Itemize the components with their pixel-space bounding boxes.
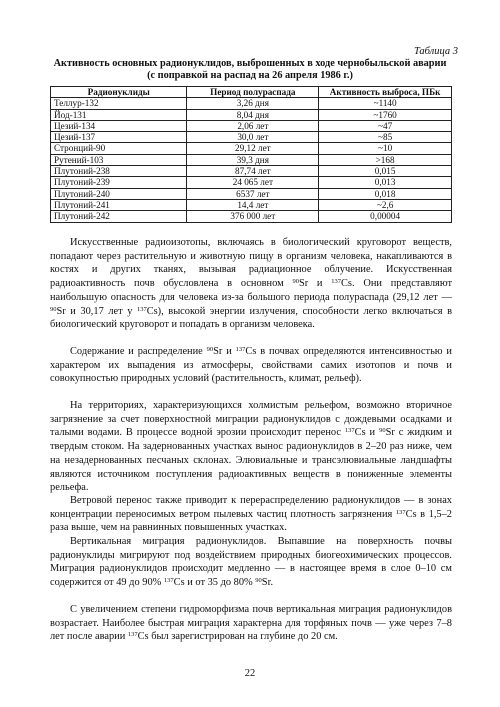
paragraph-5: Вертикальная миграция радионуклидов. Выпавшие на поверхность почвы радионуклиды мигрируют под воздействием природных биогеохимических процессов. Миграция радионуклидов происходит медленно — в настоящее время в слое 0–10 см содержится от 49 до 90% $^{137}$Cs и от 35 до 80% $^{90}$Sr. [50,536,452,589]
cell-radionuclide: Рутений-103 [51,154,187,165]
cell-activity: ~1760 [319,109,452,120]
table-row [51,143,452,154]
cell-radionuclide: Теллур-132 [51,98,187,109]
radionuclide-table [50,86,452,223]
table-row [51,109,452,120]
table-row [51,166,452,177]
cell-half-life: 8,04 дня [187,109,319,120]
table-row [51,132,452,143]
cell-activity: ~1140 [319,98,452,109]
table-row [51,154,452,165]
cell-half-life: 29,12 лет [187,143,319,154]
cell-half-life: 14,4 лет [187,199,319,210]
cell-half-life: 87,74 лет [187,166,319,177]
cell-radionuclide: Плутоний-240 [51,188,187,199]
cell-radionuclide: Цезий-137 [51,132,187,143]
table-title-line-1: Активность основных радионуклидов, выброшенных в ходе чернобыльской аварии [53,58,447,69]
page-number: 22 [244,668,256,679]
cell-activity: 0,00004 [319,211,452,222]
table-row [51,120,452,131]
header-radionuclides: Радионуклиды [51,87,187,98]
paragraph-3: На территориях, характеризующихся холмистым рельефом, возможно вторичное загрязнение за счет поверхностной миграции радионуклидов с дождевыми осадками и талыми водами. В процессе водной эрозии происходит перенос $^{137}$Cs и $^{90}$Sr с жидким и твердым стоком. На задернованных участках вынос радионуклидов в 2–20 раз ниже, чем на незадернованных песчаных склонах. Элювиальные и трансэлювиальные ландшафты являются источником поступления радиоактивных веществ в пониженные элементы рельефа. [50,400,452,494]
cell-activity: 0,018 [319,188,452,199]
cell-activity: 0,013 [319,177,452,188]
table-row [51,199,452,210]
cell-half-life: 30,0 лет [187,132,319,143]
cell-activity: ~85 [319,132,452,143]
table-row [51,188,452,199]
table-title-line-2: (с поправкой на распад на 26 апреля 1986 г.) [147,70,353,81]
header-half-life: Период полураспада [187,87,319,98]
cell-activity: >168 [319,154,452,165]
table-header-row [51,87,452,98]
cell-half-life: 376 000 лет [187,211,319,222]
cell-half-life: 3,26 дня [187,98,319,109]
table-label: Таблица 3 [413,46,458,57]
table-row [51,177,452,188]
paragraph-1: Искусственные радиоизотопы, включаясь в биологический круговорот веществ, попадают через растительную и животную пищу в организм человека, накапливаются в костях и других тканях, вызывая радиационное облучение. Искусственная радиоактивность почв обусловлена в основном $^{90}$Sr и $^{137}$Cs. Они представляют наибольшую опасность для человека из-за большого периода полураспада (29,12 лет — $^{90}$Sr и 30,17 лет у $^{137}$Cs), высокой энергии излучения, способности легко включаться в биологический круговорот и попадать в организм человека. [50,237,453,331]
cell-half-life: 24 065 лет [187,177,319,188]
cell-radionuclide: Цезий-134 [51,120,187,131]
cell-half-life: 39,3 дня [187,154,319,165]
cell-radionuclide: Плутоний-242 [51,211,187,222]
cell-half-life: 6537 лет [187,188,319,199]
cell-radionuclide: Стронций-90 [51,143,187,154]
cell-activity: ~2,6 [319,199,452,210]
paragraph-6: С увеличением степени гидроморфизма почв вертикальная миграция радионуклидов возрастает. Наиболее быстрая миграция характерна для торфяных почв — уже через 7–8 лет после аварии $^{137}$Cs был зарегистрирован на глубине до 20 см. [50,604,452,643]
header-activity: Активность выброса, ПБк [319,87,452,98]
paragraph-2: Содержание и распределение $^{90}$Sr и $^{137}$Cs в почвах определяются интенсивностью и характером их выпадения из атмосферы, свойствами самих изотопов и почв и совокупностью природных условий (растительность, климат, рельеф). [50,346,452,385]
cell-radionuclide: Плутоний-238 [51,166,187,177]
cell-radionuclide: Йод-131 [51,109,187,120]
table-row [51,211,452,222]
cell-activity: 0,015 [319,166,452,177]
cell-radionuclide: Плутоний-239 [51,177,187,188]
cell-radionuclide: Плутоний-241 [51,199,187,210]
cell-activity: ~47 [319,120,452,131]
paragraph-4: Ветровой перенос также приводит к перераспределению радионуклидов — в зонах концентрации переносимых ветром пылевых частиц плотность загрязнения $^{137}$Cs в 1,5–2 раза выше, чем на равнинных повышенных участках. [50,495,452,534]
table-row [51,98,452,109]
cell-half-life: 2,06 лет [187,120,319,131]
cell-activity: ~10 [319,143,452,154]
